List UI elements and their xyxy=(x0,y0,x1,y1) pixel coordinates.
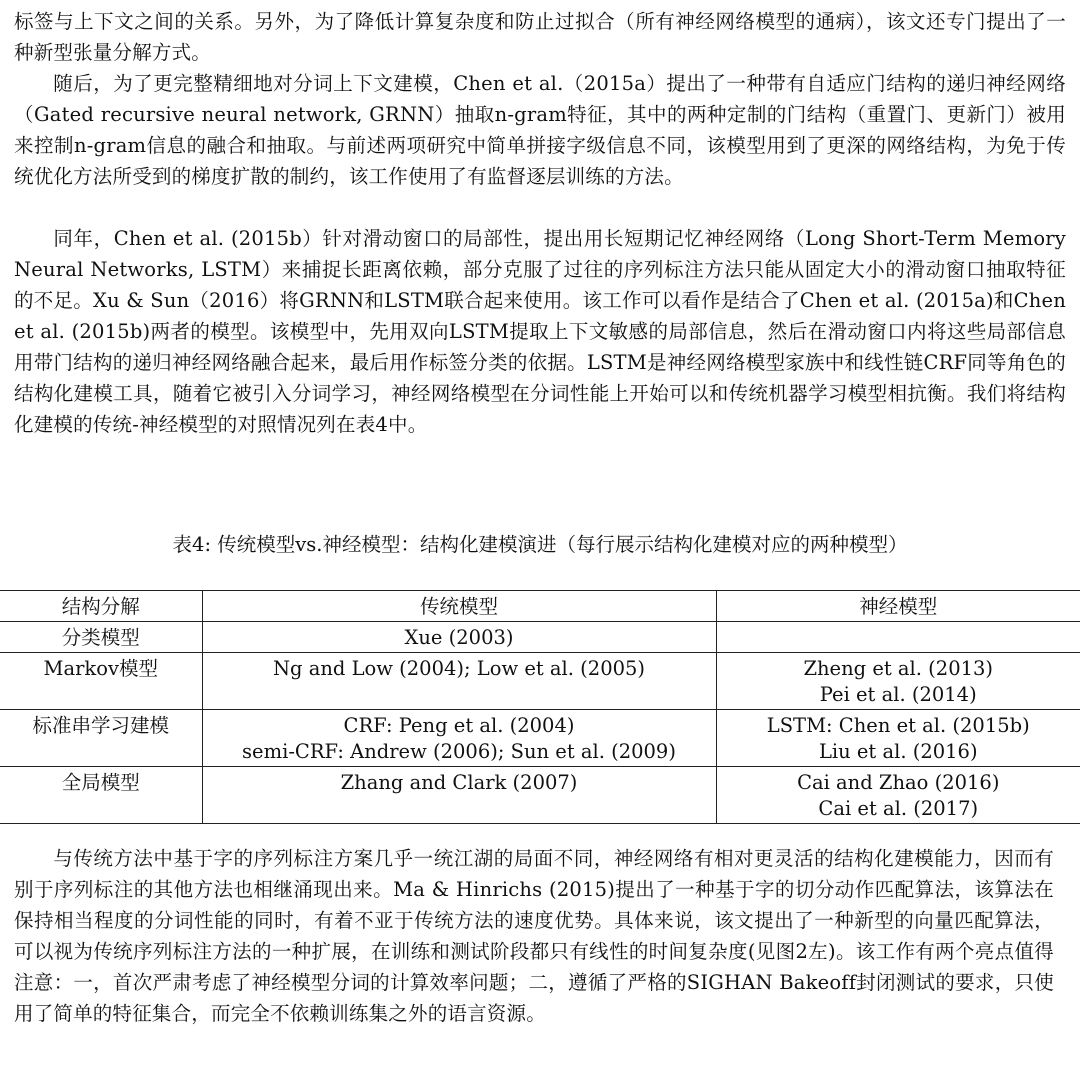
column-header-structure: 结构分解 xyxy=(0,591,202,622)
neural-cell xyxy=(716,767,1080,824)
comparison-table xyxy=(0,590,1080,824)
citation: LSTM: Chen et al. (2015b) xyxy=(766,714,1030,737)
structure-cell: 全局模型 xyxy=(0,767,202,824)
paragraph-2-text: 随后，为了更完整精细地对分词上下文建模，Chen et al.（2015a）提出了一种带有自适应门结构的递归神经网络（Gated recursive neural network, GRNN）抽取n-gram特征，其中的两种定制的门结构（重置门、更新门）被用来控制n-gram信息的融合和抽取。与前述两项研究中简单拼接字级信息不同，该模型用到了更深的网络结构，为免于传统优化方法所受到的梯度扩散的制约，该工作使用了有监督逐层训练的方法。 xyxy=(14,72,1066,188)
column-header-neural: 神经模型 xyxy=(716,591,1080,622)
structure-cell: Markov模型 xyxy=(0,653,202,710)
paragraph-3 xyxy=(14,223,1066,440)
citation: Zhang and Clark (2007) xyxy=(340,771,578,794)
table-caption: 表4: 传统模型vs.神经模型：结构化建模演进（每行展示结构化建模对应的两种模型） xyxy=(172,533,908,556)
citation: Cai et al. (2017) xyxy=(818,797,979,820)
citation: semi-CRF: Andrew (2006); Sun et al. (2009) xyxy=(242,740,676,763)
citation: Ng and Low (2004); Low et al. (2005) xyxy=(272,657,646,680)
paragraph-1: 标签与上下文之间的关系。另外，为了降低计算复杂度和防止过拟合（所有神经网络模型的通病），该文还专门提出了一种新型张量分解方式。 xyxy=(14,10,1066,64)
table-row xyxy=(0,767,1080,824)
structure-cell: 分类模型 xyxy=(0,622,202,653)
paragraph-2 xyxy=(14,68,1066,192)
table-header-row xyxy=(0,591,1080,622)
neural-cell xyxy=(716,622,1080,653)
paragraph-3-text: 同年，Chen et al. (2015b）针对滑动窗口的局部性，提出用长短期记忆神经网络（Long Short-Term Memory Neural Networks, LSTM）来捕捉长距离依赖，部分克服了过往的序列标注方法只能从固定大小的滑动窗口抽取特征的不足。Xu & Sun（2016）将GRNN和LSTM联合起来使用。该工作可以看作是结合了Chen et al. (2015a)和Chen et al. (2015b)两者的模型。该模型中，先用双向LSTM提取上下文敏感的局部信息，然后在滑动窗口内将这些局部信息用带门结构的递归神经网络融合起来，最后用作标签分类的依据。LSTM是神经网络模型家族中和线性链CRF同等角色的结构化建模工具，随着它被引入分词学习，神经网络模型在分词性能上开始可以和传统机器学习模型相抗衡。我们将结构化建模的传统-神经模型的对照情况列在表4中。 xyxy=(14,227,1066,436)
neural-cell xyxy=(716,653,1080,710)
traditional-cell xyxy=(202,622,716,653)
table-row xyxy=(0,622,1080,653)
column-header-traditional: 传统模型 xyxy=(202,591,716,622)
citation: Xue (2003) xyxy=(404,626,514,649)
table-row xyxy=(0,710,1080,767)
table-row xyxy=(0,653,1080,710)
citation: Zheng et al. (2013) xyxy=(803,657,994,680)
structure-cell: 标准串学习建模 xyxy=(0,710,202,767)
citation: CRF: Peng et al. (2004) xyxy=(343,714,575,737)
citation: Cai and Zhao (2016) xyxy=(797,771,1000,794)
neural-cell xyxy=(716,710,1080,767)
paragraph-4 xyxy=(14,843,1054,1029)
traditional-cell xyxy=(202,710,716,767)
citation: Liu et al. (2016) xyxy=(818,740,978,763)
citation: Pei et al. (2014) xyxy=(819,683,977,706)
paragraph-4-text: 与传统方法中基于字的序列标注方案几乎一统江湖的局面不同，神经网络有相对更灵活的结构化建模能力，因而有别于序列标注的其他方法也相继涌现出来。Ma & Hinrichs (2015)提出了一种基于字的切分动作匹配算法，该算法在保持相当程度的分词性能的同时，有着不亚于传统方法的速度优势。具体来说，该文提出了一种新型的向量匹配算法，可以视为传统序列标注方法的一种扩展，在训练和测试阶段都只有线性的时间复杂度(见图2左)。该工作有两个亮点值得注意：一，首次严肃考虑了神经模型分词的计算效率问题；二，遵循了严格的SIGHAN Bakeoff封闭测试的要求，只使用了简单的特征集合，而完全不依赖训练集之外的语言资源。 xyxy=(14,847,1054,1025)
traditional-cell xyxy=(202,767,716,824)
traditional-cell xyxy=(202,653,716,710)
